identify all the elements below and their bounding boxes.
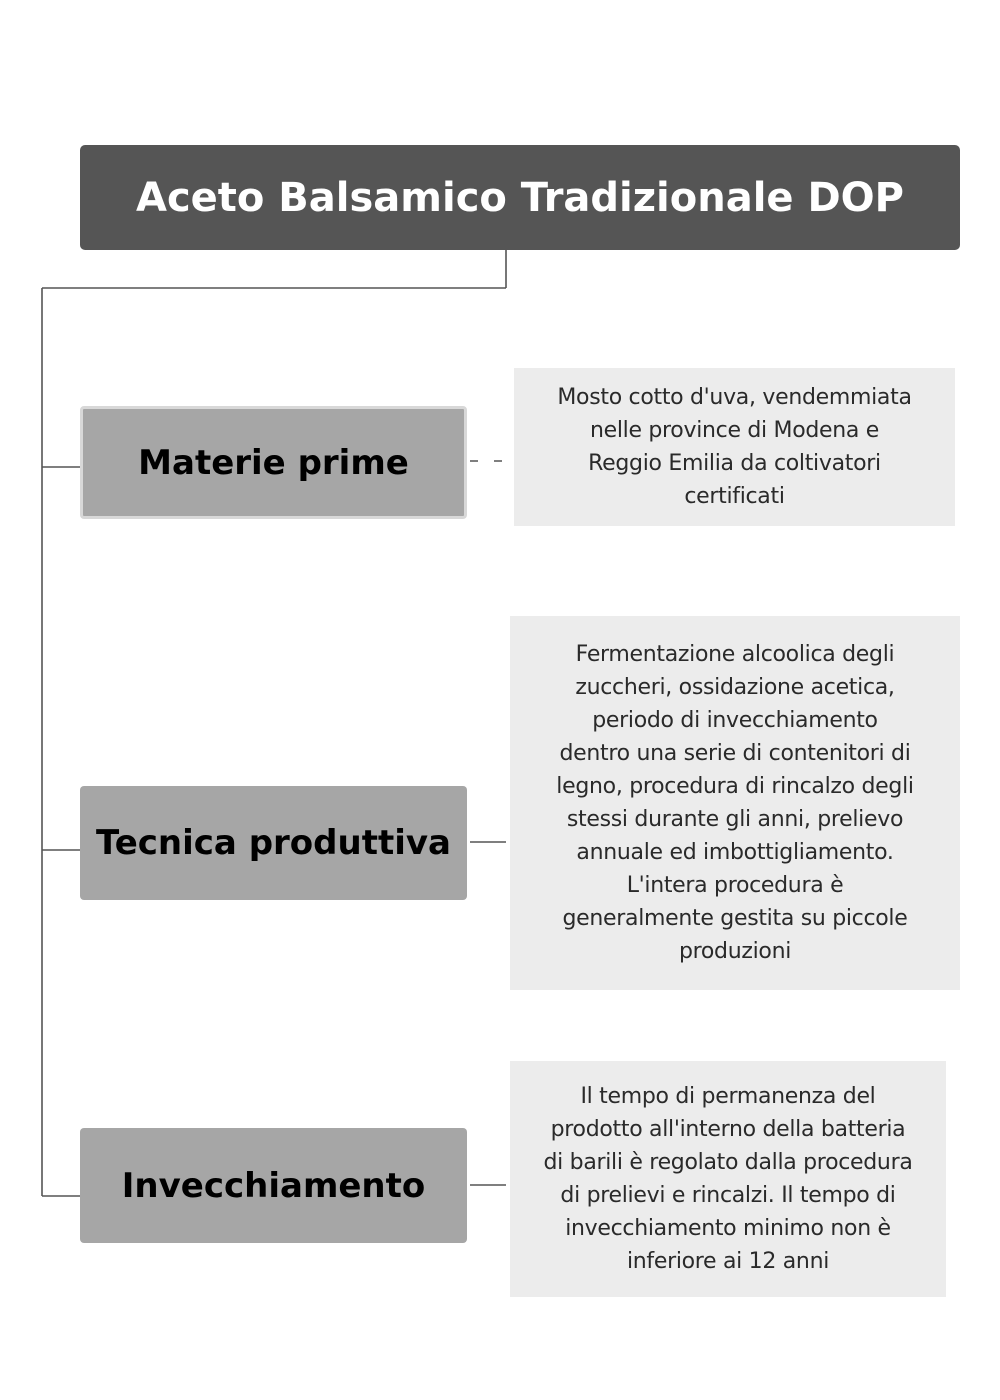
description-line: annuale ed imbottigliamento. <box>576 840 894 865</box>
description-line: legno, procedura di rincalzo degli <box>556 774 914 799</box>
description-text-materie-prime <box>557 381 911 513</box>
description-line: dentro una serie di contenitori di <box>559 741 911 766</box>
description-line: stessi durante gli anni, prelievo <box>566 807 904 832</box>
category-label-invecchiamento: Invecchiamento <box>121 1165 426 1206</box>
description-line: Il tempo di permanenza del <box>580 1084 876 1109</box>
description-line: di prelievi e rincalzi. Il tempo di <box>560 1183 896 1208</box>
description-text-invecchiamento <box>543 1080 912 1278</box>
category-box-tecnica-produttiva <box>80 786 467 900</box>
title-box <box>80 145 960 250</box>
description-line: di barili è regolato dalla procedura <box>543 1150 913 1175</box>
description-line: periodo di invecchiamento <box>592 708 878 733</box>
description-line: prodotto all'interno della batteria <box>550 1117 906 1142</box>
description-line: inferiore ai 12 anni <box>626 1249 830 1274</box>
description-text-tecnica-produttiva <box>556 638 913 968</box>
category-box-materie-prime <box>80 406 467 519</box>
description-line: Reggio Emilia da coltivatori <box>588 451 881 476</box>
description-line: produzioni <box>678 939 792 964</box>
description-line: certificati <box>684 484 785 509</box>
description-line: invecchiamento minimo non è <box>565 1216 891 1241</box>
category-box-invecchiamento <box>80 1128 467 1243</box>
description-box-invecchiamento <box>510 1061 946 1297</box>
description-line: zuccheri, ossidazione acetica, <box>575 675 895 700</box>
category-label-tecnica-produttiva: Tecnica produttiva <box>96 823 451 863</box>
description-line: generalmente gestita su piccole <box>562 906 908 931</box>
description-line: nelle province di Modena e <box>589 418 880 443</box>
description-line: L'intera procedura è <box>626 873 844 898</box>
category-label-materie-prime: Materie prime <box>138 442 409 483</box>
description-line: Mosto cotto d'uva, vendemmiata <box>557 385 912 410</box>
diagram-title: Aceto Balsamico Tradizionale DOP <box>135 174 904 221</box>
description-box-materie-prime <box>514 368 955 526</box>
description-box-tecnica-produttiva <box>510 616 960 990</box>
description-line: Fermentazione alcoolica degli <box>575 642 895 667</box>
